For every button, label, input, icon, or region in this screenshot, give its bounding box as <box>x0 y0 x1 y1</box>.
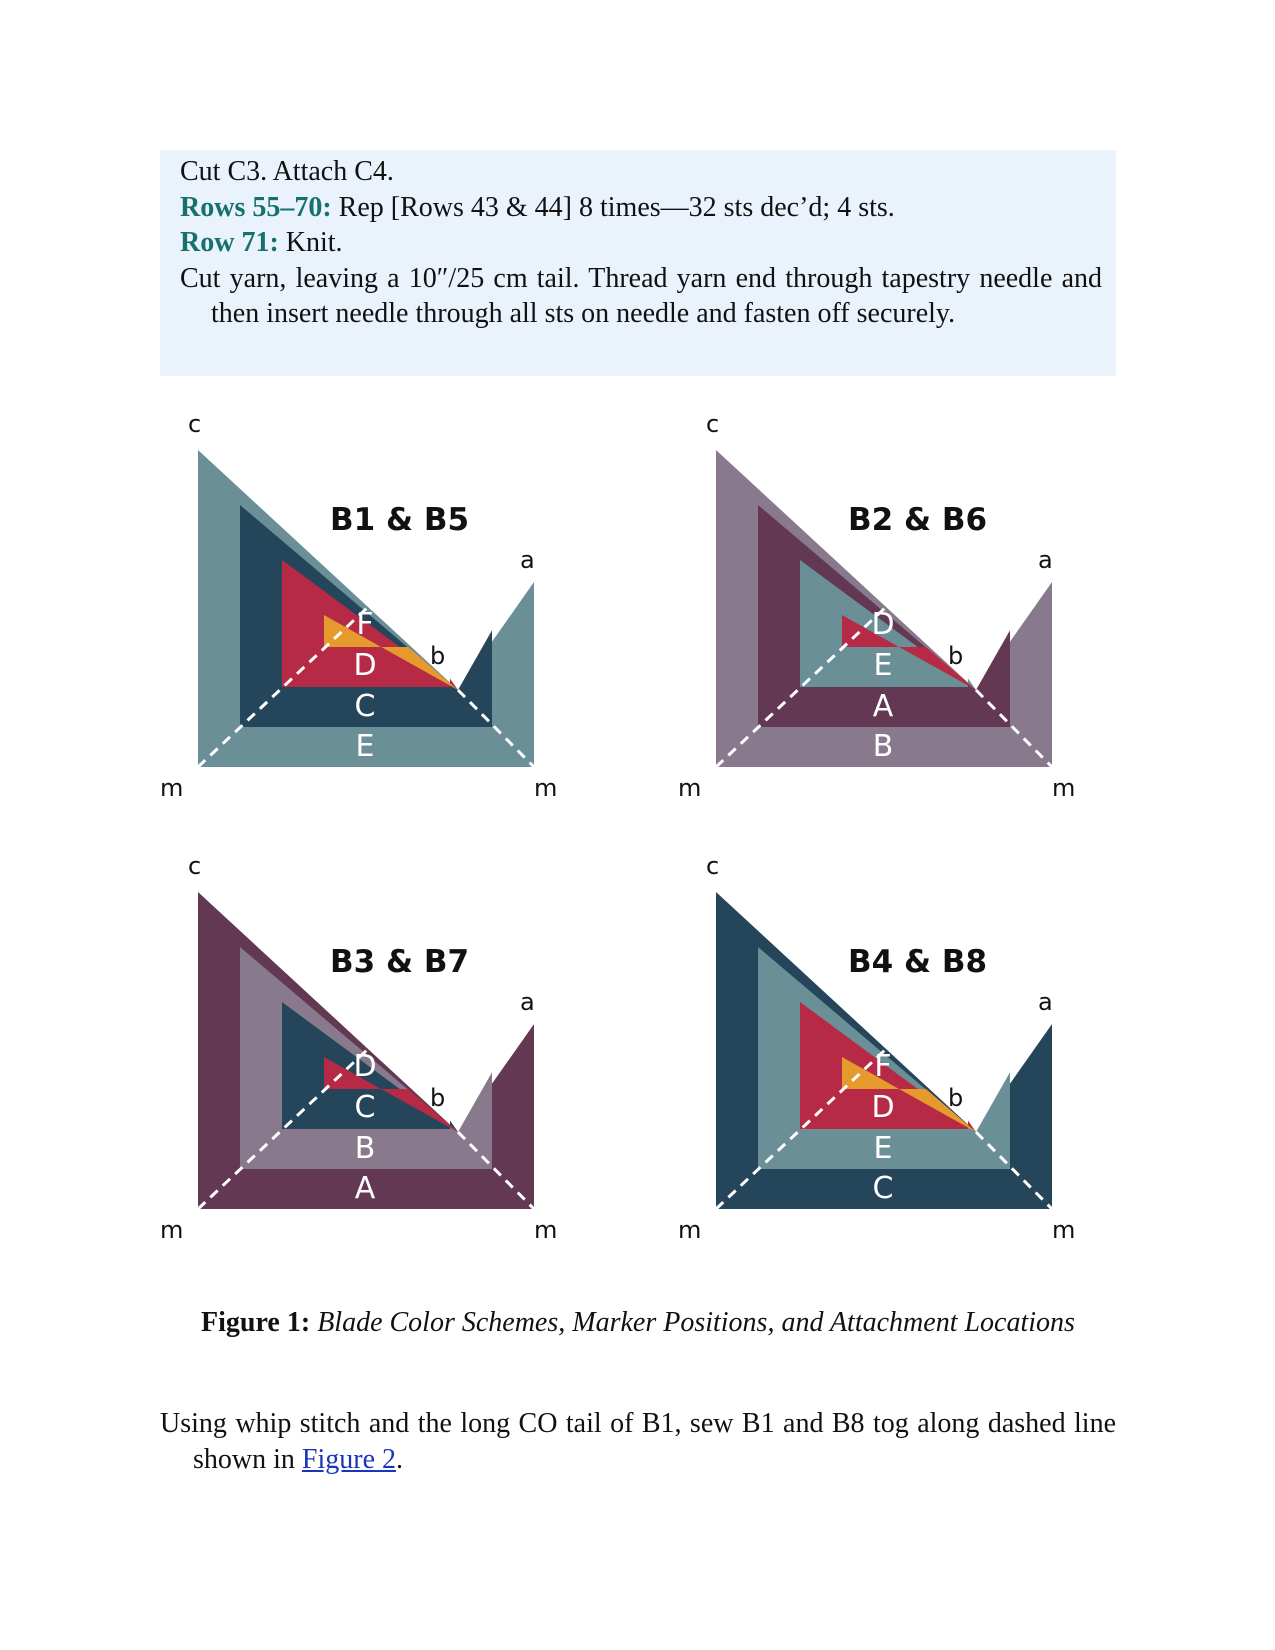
corner-label-m: m <box>678 1216 702 1244</box>
blade-diagram-b1-b5 <box>160 410 560 810</box>
instruction-finish: Cut yarn, leaving a 10″/25 cm tail. Thread yarn end through tapestry needle and then insert needle through all sts on needle and fasten off securely. <box>180 262 1102 329</box>
blade-svg <box>160 410 560 810</box>
band-letter: B <box>872 729 894 764</box>
band-letter: D <box>871 1090 895 1125</box>
band-letter: E <box>873 1131 893 1166</box>
corner-label-m: m <box>1052 774 1076 802</box>
corner-label-m: m <box>678 774 702 802</box>
blade-title: B3 & B7 <box>330 944 470 980</box>
corner-label-c: c <box>706 852 720 880</box>
band-letter: D <box>353 1049 377 1084</box>
band-letter: D <box>353 648 377 683</box>
corner-label-c: c <box>188 410 202 438</box>
band-letter: C <box>872 1171 894 1206</box>
row-text: Rep [Rows 43 & 44] 8 times—32 sts dec’d; 4 sts. <box>331 191 895 223</box>
figure-label: Figure 1: <box>201 1307 311 1338</box>
band-letter: A <box>872 689 894 724</box>
blade-title: B1 & B5 <box>330 502 470 538</box>
instruction-row-71 <box>180 225 1102 261</box>
band-letter: C <box>354 689 376 724</box>
corner-label-c: c <box>706 410 720 438</box>
band-letter: B <box>354 1131 376 1166</box>
blade-title: B2 & B6 <box>848 502 988 538</box>
band-letter: F <box>356 607 374 642</box>
body-text: Using whip stitch and the long CO tail of B1, sew B1 and B8 tog along dashed line shown in <box>160 1408 1116 1475</box>
blade-svg <box>678 410 1078 810</box>
corner-label-m: m <box>160 1216 184 1244</box>
corner-label-a: a <box>520 988 535 1016</box>
corner-label-a: a <box>1038 546 1053 574</box>
body-paragraph <box>160 1406 1116 1478</box>
band-letter: E <box>873 648 893 683</box>
row-text: Knit. <box>278 227 343 258</box>
blade-svg <box>160 852 560 1252</box>
blade-title: B4 & B8 <box>848 944 988 980</box>
figure-2-link[interactable]: Figure 2 <box>301 1444 397 1475</box>
corner-label-m: m <box>160 774 184 802</box>
corner-label-b: b <box>430 642 446 670</box>
pattern-instructions-box <box>160 150 1116 376</box>
band-letter: D <box>871 607 895 642</box>
corner-label-b: b <box>948 642 964 670</box>
body-text-end: . <box>396 1444 404 1475</box>
band-letter: F <box>874 1049 892 1084</box>
row-label: Rows 55–70: <box>180 191 332 223</box>
corner-label-a: a <box>520 546 535 574</box>
instruction-rows-55-70 <box>180 190 1102 226</box>
band-letter: A <box>354 1171 376 1206</box>
corner-label-m: m <box>534 774 558 802</box>
blade-diagram-b3-b7 <box>160 852 560 1252</box>
corner-label-a: a <box>1038 988 1053 1016</box>
figure-caption <box>160 1305 1116 1341</box>
corner-label-m: m <box>1052 1216 1076 1244</box>
corner-label-b: b <box>948 1084 964 1112</box>
corner-label-b: b <box>430 1084 446 1112</box>
blade-diagram-b2-b6 <box>678 410 1078 810</box>
row-label: Row 71: <box>180 227 279 258</box>
figure-title: Blade Color Schemes, Marker Positions, and Attachment Locations <box>317 1307 1075 1338</box>
corner-label-m: m <box>534 1216 558 1244</box>
blade-diagram-b4-b8 <box>678 852 1078 1252</box>
band-letter: C <box>354 1090 376 1125</box>
blade-svg <box>678 852 1078 1252</box>
instruction-cut-attach: Cut C3. Attach C4. <box>180 156 394 187</box>
band-letter: E <box>355 729 375 764</box>
corner-label-c: c <box>188 852 202 880</box>
